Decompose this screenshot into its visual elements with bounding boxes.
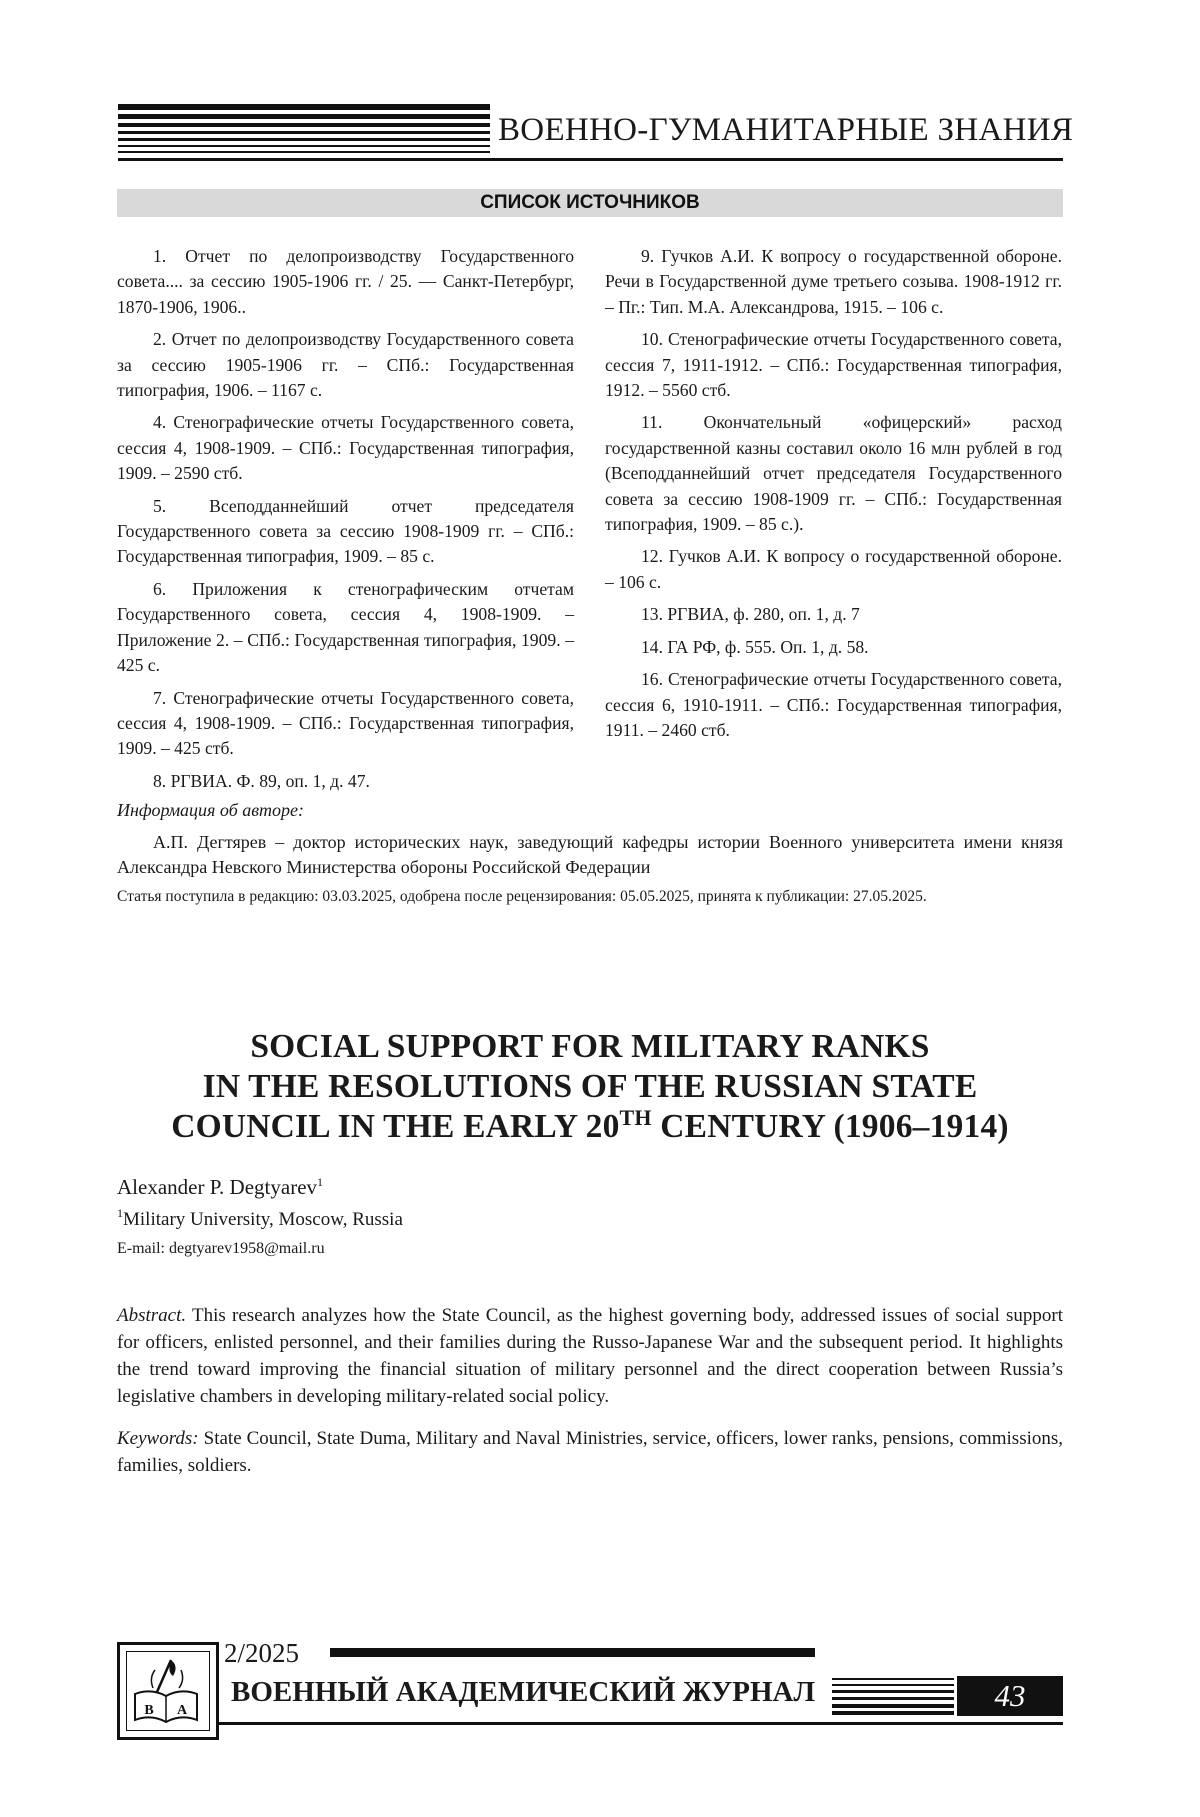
title-line-3-end: CENTURY (1906–1914) (651, 1108, 1009, 1145)
author-info-label: Информация об авторе: (117, 800, 305, 820)
author-email: E-mail: degtyarev1958@mail.ru (117, 1240, 325, 1257)
reference-item: 13. РГВИА, ф. 280, оп. 1, д. 7 (641, 604, 860, 625)
journal-logo (117, 1642, 219, 1740)
keywords-label: Keywords: (117, 1428, 199, 1449)
references-left-column (117, 244, 574, 801)
reference-item: 12. Гучков А.И. К вопросу о государственной обороне. – 106 с. (605, 546, 1062, 592)
reference-item: 10. Стенографические отчеты Государственного совета, сессия 7, 1911-1912. – СПб.: Государственная типография, 1912. – 5560 стб. (605, 329, 1062, 401)
reference-item: 6. Приложения к стенографическим отчетам Государственного совета, сессия 4, 1908-1909. – Приложение 2. – СПб.: Государственная типография, 1909. – 425 с. (117, 578, 574, 676)
title-line-3 (117, 1107, 1063, 1147)
title-superscript: TH (619, 1105, 652, 1130)
logo-letter-left: В (144, 1703, 154, 1718)
article-dates: Статья поступила в редакцию: 03.03.2025, одобрена после рецензирования: 05.05.2025, принята к публикации: 27.05.2025. (117, 888, 927, 905)
logo-letter-right: А (176, 1703, 188, 1718)
page-number: 43 (957, 1676, 1063, 1716)
header-divider (118, 158, 1063, 161)
references-right-column (605, 244, 1062, 750)
author-affiliation: $^1$Military University, Moscow, Russia (117, 1206, 403, 1230)
title-line-1: SOCIAL SUPPORT FOR MILITARY RANKS (250, 1028, 930, 1065)
book-emblem-icon (127, 1652, 205, 1726)
reference-item: 9. Гучков А.И. К вопросу о государственной обороне. Речи в Государственной думе третьего созыва. 1908-1912 гг. – Пг.: Тип. М.А. Александрова, 1915. – 106 с. (605, 246, 1062, 317)
keywords-text: State Council, State Duma, Military and Naval Ministries, service, officers, lower ranks, pensions, commissions, families, soldiers. (117, 1428, 1064, 1476)
reference-item: 1. Отчет по делопроизводству Государственного совета.... за сессию 1905-1906 гг. / 25. — Санкт-Петербург, 1870-1906, 1906.. (117, 246, 574, 317)
abstract-paragraph (117, 1302, 1063, 1410)
reference-item: 16. Стенографические отчеты Государственного совета, сессия 6, 1910-1911. – СПб.: Государственная типография, 1911. – 2460 стб. (605, 669, 1062, 740)
issue-number: 2/2025 (224, 1638, 300, 1668)
reference-item: 2. Отчет по делопроизводству Государственного совета за сессию 1905-1906 гг. – СПб.: Государственная типография, 1906. – 1167 с. (117, 329, 574, 401)
author-name: Alexander P. Degtyarev$^1$ (117, 1175, 324, 1199)
running-header-title: ВОЕННО-ГУМАНИТАРНЫЕ ЗНАНИЯ (498, 112, 1074, 148)
footer-bottom-rule (218, 1722, 1063, 1725)
keywords-paragraph (117, 1425, 1063, 1479)
title-line-2: IN THE RESOLUTIONS OF THE RUSSIAN STATE (202, 1068, 978, 1105)
abstract-label: Abstract. (117, 1305, 187, 1326)
author-info-text: А.П. Дегтярев – доктор исторических наук, заведующий кафедры истории Военного университета имени князя Александра Невского Министерства обороны Российской Федерации (117, 832, 1063, 877)
author-affiliation-mark: 1 (317, 1175, 324, 1189)
sources-heading: СПИСОК ИСТОЧНИКОВ (117, 189, 1063, 217)
reference-item: 11. Окончательный «офицерский» расход государственной казны составил около 16 млн рублей в год (Всеподданнейший отчет председателя Государственного совета за сессию 1908-1909 гг. – СПб.: Государственная типография, 1909. – 85 с.). (605, 412, 1062, 535)
reference-item: 14. ГА РФ, ф. 555. Оп. 1, д. 58. (641, 636, 869, 657)
abstract-text: This research analyzes how the State Council, as the highest governing body, addressed issues of social support for officers, enlisted personnel, and their families during the Russo-Japanese War and the subsequent period. It highlights the trend toward improving the financial situation of military personnel and the direct cooperation between Russia’s legislative chambers in developing military-related social policy. (117, 1305, 1063, 1407)
reference-item: 7. Стенографические отчеты Государственного совета, сессия 4, 1908-1909. – СПб.: Государственная типография, 1909. – 425 стб. (117, 687, 574, 759)
reference-item: 8. РГВИА. Ф. 89, оп. 1, д. 47. (153, 770, 370, 791)
journal-name: ВОЕННЫЙ АКАДЕМИЧЕСКИЙ ЖУРНАЛ (231, 1676, 816, 1708)
footer-top-rule (330, 1648, 815, 1657)
english-article-title (117, 1027, 1063, 1147)
reference-item: 4. Стенографические отчеты Государственного совета, сессия 4, 1908-1909. – СПб.: Государственная типография, 1909. – 2590 стб. (117, 412, 574, 484)
affiliation-mark: 1 (117, 1206, 123, 1220)
reference-item: 5. Всеподданнейший отчет председателя Государственного совета за сессию 1908-1909 гг. – СПб.: Государственная типография, 1909. – 85 с. (117, 495, 574, 567)
title-line-3-start: COUNCIL IN THE EARLY 20 (171, 1108, 620, 1145)
